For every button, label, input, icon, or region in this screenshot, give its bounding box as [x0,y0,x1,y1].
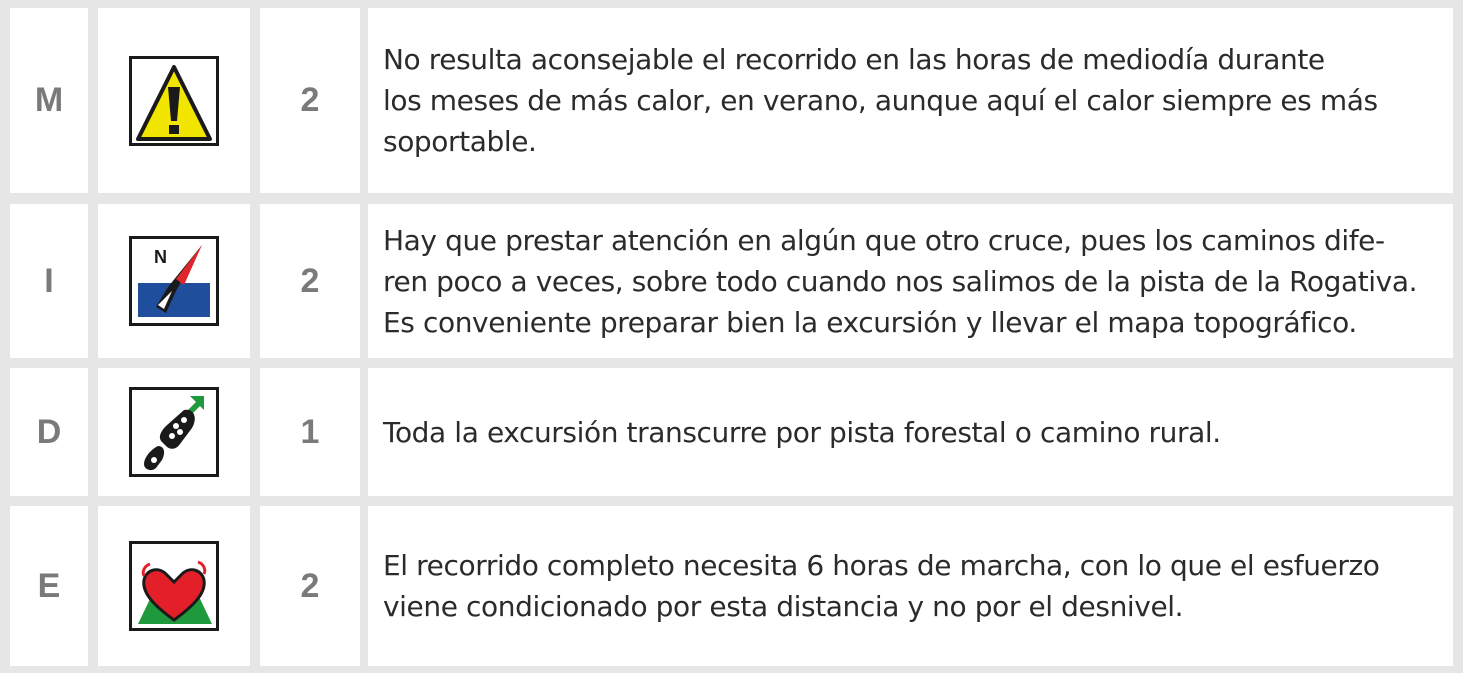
description-line: No resulta aconsejable el recorrido en las horas de mediodía durante [383,43,1325,76]
row-description-d [368,368,1453,496]
description-line: Toda la excursión transcurre por pista forestal o camino rural. [383,415,1221,449]
compass-north-icon [129,236,219,326]
description-line: ren poco a veces, sobre todo cuando nos salimos de la pista de la Rogativa. [383,264,1418,298]
row-description-m [368,8,1453,193]
row-description-e [368,506,1453,666]
row-icon-cell-m [98,8,250,193]
row-letter-i: I [10,204,88,358]
row-letter-d: D [10,368,88,496]
row-letter-m: M [10,8,88,193]
heart-mountain-icon [129,541,219,631]
description-line: El recorrido completo necesita 6 horas de marcha, con lo que el esfuerzo [383,549,1380,582]
svg-text:N: N [154,247,167,267]
footprint-icon [129,387,219,477]
description-line: viene condicionado por esta distancia y no por el desnivel. [383,590,1184,623]
row-score-e: 2 [260,506,360,666]
description-line: soportable. [383,125,537,158]
description-line: los meses de más calor, en verano, aunque aquí el calor siempre es más [383,84,1378,117]
row-score-m: 2 [260,8,360,193]
row-description-i [368,204,1453,358]
row-icon-cell-d [98,368,250,496]
row-icon-cell-e [98,506,250,666]
description-line: Es conveniente preparar bien la excursión y llevar el mapa topográfico. [383,305,1357,339]
row-icon-cell-i [98,204,250,358]
row-score-d: 1 [260,368,360,496]
row-letter-e: E [10,506,88,666]
row-score-i: 2 [260,204,360,358]
warning-triangle-icon [129,56,219,146]
description-line: Hay que prestar atención en algún que otro cruce, pues los caminos dife- [383,223,1385,257]
